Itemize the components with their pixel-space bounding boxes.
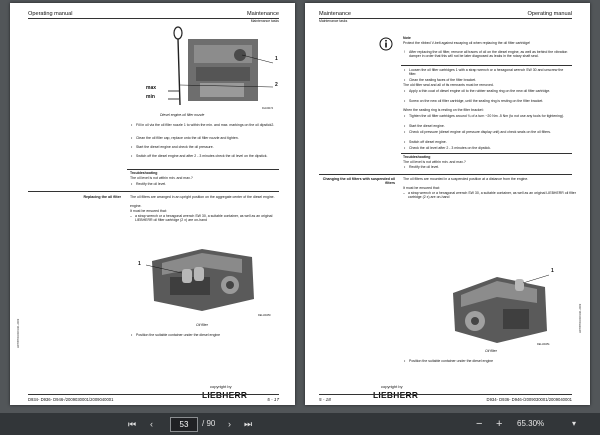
troubleshooting-line: The oil level is not within min. and max.? — [130, 176, 193, 180]
header-subtitle: Maintenance tasks — [319, 19, 348, 23]
intake — [196, 67, 250, 81]
figure2-caption: Oil filter — [196, 323, 208, 327]
step-apply-oil: • Apply a thin coat of diesel engine oil to the rubber sealing ring on the new oil filter cartridge. — [409, 89, 571, 93]
engine-side — [503, 309, 529, 329]
section-line-1: The oil filters are arranged in an upright position on the aggregate center of the diesel engine. — [130, 195, 275, 199]
engine-lower — [200, 83, 244, 97]
figure-caption: Oil filter — [485, 349, 497, 353]
label-max: max — [146, 85, 157, 91]
callout-1: 1 — [275, 56, 278, 62]
copyright-label: copyright by — [381, 384, 403, 389]
pulley-hub — [226, 281, 234, 289]
note-line-2: ! After replacing the oil filter, remove all traces of oil on the diesel engine, as well as behind the vibration damper in order that this will not be later diagnosed as leaks in the rotary shaft seal. — [404, 50, 568, 59]
step-tighten: • Tighten the oil filter cartridges around ¾ of a turn ~20 Nm -5 Nm (to not use any tools for tightening). — [409, 114, 571, 118]
section-line-2: engine. — [130, 204, 142, 208]
troubleshooting-rule — [401, 153, 572, 154]
header-rule — [28, 18, 279, 19]
last-page-icon[interactable]: ⏭ — [244, 419, 253, 429]
figure-caption: Diesel engine-oil filler nozzle — [160, 113, 205, 117]
suspended-oil-filter-figure — [445, 268, 555, 347]
section-line-1: The oil filters are mounted in a suspended position at a distance from the engine. — [403, 177, 529, 181]
line-remove-seal: The old filter seal and all of its remnants must be removed. — [403, 83, 494, 87]
section-title-suspended: Changing the oil filters with suspended oil filters — [322, 177, 395, 186]
footer-doc-code: D934- D936- D946-/2009030001/2009040001 — [486, 397, 572, 402]
current-page-input[interactable]: 53 — [170, 417, 198, 432]
header-subtitle: Maintenance tasks — [250, 19, 279, 23]
suspended-filter — [515, 279, 524, 291]
oil-filler-figure — [130, 25, 280, 115]
step-screw-filter: • Screw on the new oil filter cartridge, until the sealing ring is resting on the filter bracket. — [409, 99, 571, 103]
step-clean-faces: • Clean the sealing faces of the filter bracket. — [409, 78, 571, 82]
figure-code: DEL100451 — [537, 343, 550, 346]
step-check-level: • Check the oil level after 2 - 3 minutes on the dipstick. — [409, 146, 571, 150]
filler-cap — [234, 49, 246, 61]
step-fill-oil: • Fill in oil via the oil filler nozzle 1 to within the min. and max. markings on the oil dipstick2. — [136, 123, 276, 127]
oil-filter-figure — [142, 243, 270, 315]
step-check-pressure: • Check oil pressure (diesel engine oil pressure display unit) and check seals on the oil filters. — [409, 130, 571, 134]
header-left-title: Maintenance — [319, 11, 352, 17]
zoom-out-icon[interactable]: − — [476, 418, 483, 430]
troubleshooting-title: Troubleshooting — [403, 155, 431, 159]
troubleshooting-rule — [127, 169, 279, 170]
section-bullet: – a strap wrench or a hexagonal wrench SW 30, a suitable container, as well as an original LIEBHERR oil filter cartridge (2 x) are on-hand — [130, 214, 273, 223]
troubleshooting-line: The oil level is not within min. and max.? — [403, 160, 466, 164]
section-line-3: It must be ensured that: — [130, 209, 167, 213]
dipstick — [178, 39, 180, 105]
page-left — [10, 3, 295, 405]
header-rule — [319, 18, 572, 19]
note-title: Note — [403, 36, 411, 40]
dipstick-handle — [174, 27, 182, 39]
first-page-icon[interactable]: ⏮ — [128, 419, 137, 429]
prev-page-icon[interactable]: ‹ — [150, 419, 153, 429]
zoom-level[interactable]: 65.30% — [517, 419, 545, 428]
note-line-2-text: After replacing the oil filter, remove all traces of oil on the diesel engine, as well as behind the vibration damper in order that this will not be later diagnosed as leaks in the rotary shaft seal. — [409, 50, 568, 59]
step-switch-off: • Switch off diesel engine. — [409, 140, 571, 144]
footer-doc-code: D934- D936- D946-/2009030001/2009040001 — [28, 397, 114, 402]
total-pages: / 90 — [202, 419, 216, 428]
section-bullet: – a strap wrench or a hexagonal wrench SW 30, a suitable container, as well as an original LIEBHERR oil filter cartridge (2 x) are on-hand — [403, 191, 576, 200]
step-loosen-filter: • Loosen the oil filter cartridges 1 with a strap wrench or a hexagonal wrench SW 30 and unscrew the filter. — [409, 68, 571, 77]
oil-filter-1 — [182, 269, 192, 283]
step-start-engine: • Start the diesel engine. — [409, 124, 571, 128]
line-sealing-ring: When the sealing ring is resting on the filter bracket: — [403, 108, 484, 112]
viewer-toolbar — [0, 413, 600, 435]
note-rule — [401, 65, 572, 66]
figure-callout-1: 1 — [551, 268, 554, 274]
pulley-hub — [471, 317, 479, 325]
vertical-doc-code: LWT/BT/DO0/01/21-2009 — [17, 318, 20, 348]
figure-code: DL100474 — [262, 107, 274, 110]
footer-rule — [28, 394, 279, 395]
step-clean-cap: • Clean the oil filler cap, replace onto the oil filler nozzle and tighten. — [136, 136, 276, 140]
vertical-doc-code: LWT/BT/DO0/01/21-2009 — [579, 303, 582, 333]
section-line-2: It must be ensured that: — [403, 186, 440, 190]
header-right-title: Maintenance — [246, 11, 279, 17]
callout-2: 2 — [275, 82, 278, 88]
note-info-icon — [379, 37, 393, 51]
step-start-engine: • Start the diesel engine and check the oil pressure. — [136, 145, 276, 149]
section-rule — [28, 191, 279, 192]
liebherr-logo: LIEBHERR — [202, 390, 248, 400]
page-number: 5 - 18 — [319, 397, 331, 402]
section-bullet-text: a strap wrench or a hexagonal wrench SW 30, a suitable container, as well as an original LIEBHERR oil filter cartridge (2 x) are on-hand — [135, 214, 273, 223]
figure2-code: DEL100450 — [258, 314, 271, 317]
zoom-dropdown-icon[interactable]: ▾ — [572, 419, 577, 428]
step-position-container: • Position the suitable container under the diesel engine — [136, 333, 276, 337]
oil-filter-2 — [194, 267, 204, 281]
section-title-replacing: Replacing the oil filter — [83, 195, 121, 199]
figure2-callout-1: 1 — [138, 261, 141, 267]
page-right — [305, 3, 590, 405]
troubleshooting-fix: • Rectify the oil level. — [136, 182, 166, 186]
step-check-level: • Switch off the diesel engine and after 2 - 3 minutes check the oil level on the dipstick. — [136, 154, 276, 158]
page-number: 5 - 17 — [267, 397, 279, 402]
next-page-icon[interactable]: › — [228, 419, 231, 429]
header-left-title: Operating manual — [28, 11, 73, 17]
section-rule — [319, 174, 572, 175]
liebherr-logo: LIEBHERR — [373, 390, 419, 400]
troubleshooting-title: Troubleshooting — [130, 171, 158, 175]
note-line-1: Protect the ribbed V-belt against escaping oil when replacing the oil filter cartridge! — [403, 41, 531, 45]
troubleshooting-fix: • Rectify the oil level. — [409, 165, 439, 169]
callout-line — [523, 275, 549, 283]
zoom-in-icon[interactable]: + — [496, 418, 503, 430]
section-bullet-text: a strap wrench or a hexagonal wrench SW 30, a suitable container, as well as an original LIEBHERR oil filter cartridge (2 x) are on-hand — [408, 191, 576, 200]
footer-rule — [319, 394, 572, 395]
copyright-label: copyright by — [210, 384, 232, 389]
header-right-title: Operating manual — [527, 11, 572, 17]
label-min: min — [146, 94, 155, 100]
step-position-container: • Position the suitable container under the diesel engine — [409, 359, 571, 363]
